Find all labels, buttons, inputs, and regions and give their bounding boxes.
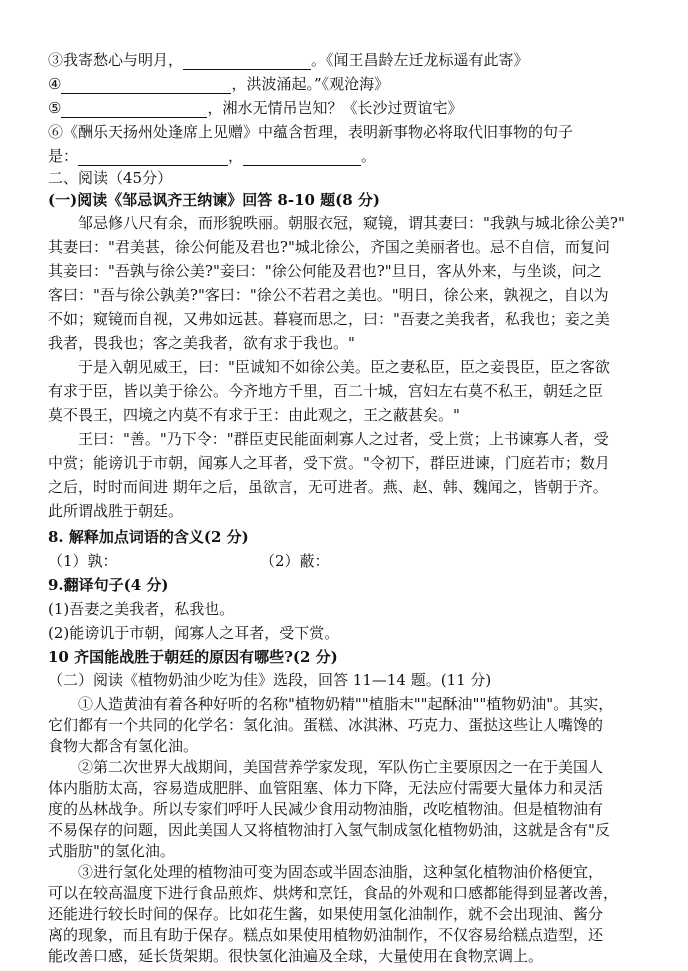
question-8-items [48,551,648,571]
blank-item-3-prefix: ③我寄愁心与明月， [48,51,184,69]
question-9-title: 9.翻译句子(4 分) [48,576,169,594]
passage-line: 此所谓战胜于朝廷。 [48,502,184,520]
blank-item-6-line1: ⑥《酬乐天扬州处逢席上见赠》中蕴含哲理，表明新事物必将取代旧事物的句子 [48,123,574,141]
answer-blank[interactable] [243,149,361,166]
question-8-title: 8. 解释加点词语的含义(2 分) [48,528,249,546]
blank-item-5 [48,98,648,118]
blank-item-6-end: 。 [361,147,377,165]
blank-item-6-prefix: 是： [48,147,79,165]
section-title: 二、阅读（45分） [48,169,173,187]
passage-line: 其妾曰："吾孰与徐公美?"妾曰："徐公何能及君也?"旦日，客从外来，与坐谈，问之 [48,262,602,280]
passage-line: 其妻曰："君美甚，徐公何能及君也?"城北徐公，齐国之美丽者也。忌不自信，而复问 [48,238,610,256]
answer-blank[interactable] [61,77,231,94]
question-8-b: （2）蔽： [260,552,330,570]
passage-line: 王曰："善。"乃下令："群臣吏民能面刺寡人之过者，受上赏；上书谏寡人者，受 [78,430,609,448]
passage-line: 式脂肪"的氢化油。 [48,842,175,860]
answer-blank[interactable] [61,101,207,118]
passage-line: 邹忌修八尺有余，而形貌昳丽。朝服衣冠，窥镜，谓其妻曰："我孰与城北徐公美?" [78,214,625,232]
blank-item-4-suffix: ，洪波涌起。”《观沧海》 [231,75,390,93]
passage-line: 我者，畏我也；客之美我者，欲有求于我也。" [48,334,355,352]
passage-line: ①人造黄油有着各种好听的名称"植物奶精""植脂末""起酥油""植物奶油"。其实， [78,695,614,713]
blank-item-5-suffix: ，湘水无情吊岂知？《长沙过贾谊宅》 [207,99,463,117]
passage-line: 不如；窥镜而自视，又弗如远甚。暮寝而思之，曰："吾妻之美我者，私我也；妾之美 [48,310,610,328]
passage-line: 还能进行较长时间的保存。比如花生酱，如果使用氢化油制作，就不会出现油、酱分 [48,905,604,923]
answer-blank[interactable] [78,149,228,166]
passage-line: 中赏；能谤讥于市朝，闻寡人之耳者，受下赏。"令初下，群臣进谏，门庭若市；数月 [48,454,610,472]
answer-blank[interactable] [183,53,311,70]
passage-line: 不易保存的问题，因此美国人又将植物油打入氢气制成氢化植物奶油，这就是含有"反 [48,821,610,839]
passage-line: 离的现象，而且有助于保存。糕点如果使用植物奶油制作，不仅容易给糕点造型，还 [48,926,604,944]
blank-item-4-prefix: ④ [48,75,62,93]
blank-item-4 [48,74,648,94]
question-9-sentence-2: (2)能谤讥于市朝，闻寡人之耳者，受下赏。 [48,624,340,642]
passage-line: 有求于臣，皆以美于徐公。今齐地方千里，百二十城，宫妇左右莫不私王，朝廷之臣 [48,382,604,400]
question-9-sentence-1: (1)吾妻之美我者，私我也。 [48,600,235,618]
passage-line: 之后，时时而间进 期年之后，虽欲言，无可进者。燕、赵、韩、魏闻之，皆朝于齐。 [48,478,608,496]
blank-item-6-line2 [48,146,648,166]
passage-line: ②第二次世界大战期间，美国营养学家发现，军队伤亡主要原因之一在于美国人 [78,758,604,776]
passage-line: 莫不畏王，四境之内莫不有求于王：由此观之，王之蔽甚矣。" [48,406,460,424]
blank-item-6-sep: ， [228,147,244,165]
blank-item-5-prefix: ⑤ [48,99,62,117]
passage-line: 体内脂肪太高，容易造成肥胖、血管阻塞、体力下降，无法应付需要大量体力和灵活 [48,779,604,797]
passage-line: 能改善口感，延长货架期。很快氢化油遍及全球，大量使用在食物烹调上。 [48,947,544,965]
passage-line: ③进行氢化处理的植物油可变为固态或半固态油脂，这种氢化植物油价格便宜， [78,863,604,881]
passage-line: 食物大都含有氢化油。 [48,737,199,755]
blank-item-3 [48,50,648,70]
reading2-heading: （二）阅读《植物奶油少吃为佳》选段，回答 11—14 题。(11 分) [48,671,492,689]
passage-line: 可以在较高温度下进行食品煎炸、烘烤和烹饪，食品的外观和口感都能得到显著改善， [48,884,619,902]
blank-item-3-suffix: 。《闻王昌龄左迁龙标遥有此寄》 [311,51,529,69]
passage-line: 客曰："吾与徐公孰美?"客曰："徐公不若君之美也。"明日，徐公来，孰视之，自以为 [48,286,609,304]
passage-line: 于是入朝见威王，曰："臣诚知不如徐公美。臣之妻私臣，臣之妾畏臣，臣之客欲 [78,358,610,376]
question-8-a: （1）孰： [48,552,118,570]
question-10-title: 10 齐国能战胜于朝廷的原因有哪些?(2 分) [48,648,338,666]
passage-line: 度的丛林战争。所以专家们呼吁人民减少食用动物油脂，改吃植物油。但是植物油有 [48,800,604,818]
reading1-heading: (一)阅读《邹忌讽齐王纳谏》回答 8-10 题(8 分) [48,191,381,209]
passage-line: 它们都有一个共同的化学名：氢化油。蛋糕、冰淇淋、巧克力、蛋挞这些让人嘴馋的 [48,716,604,734]
